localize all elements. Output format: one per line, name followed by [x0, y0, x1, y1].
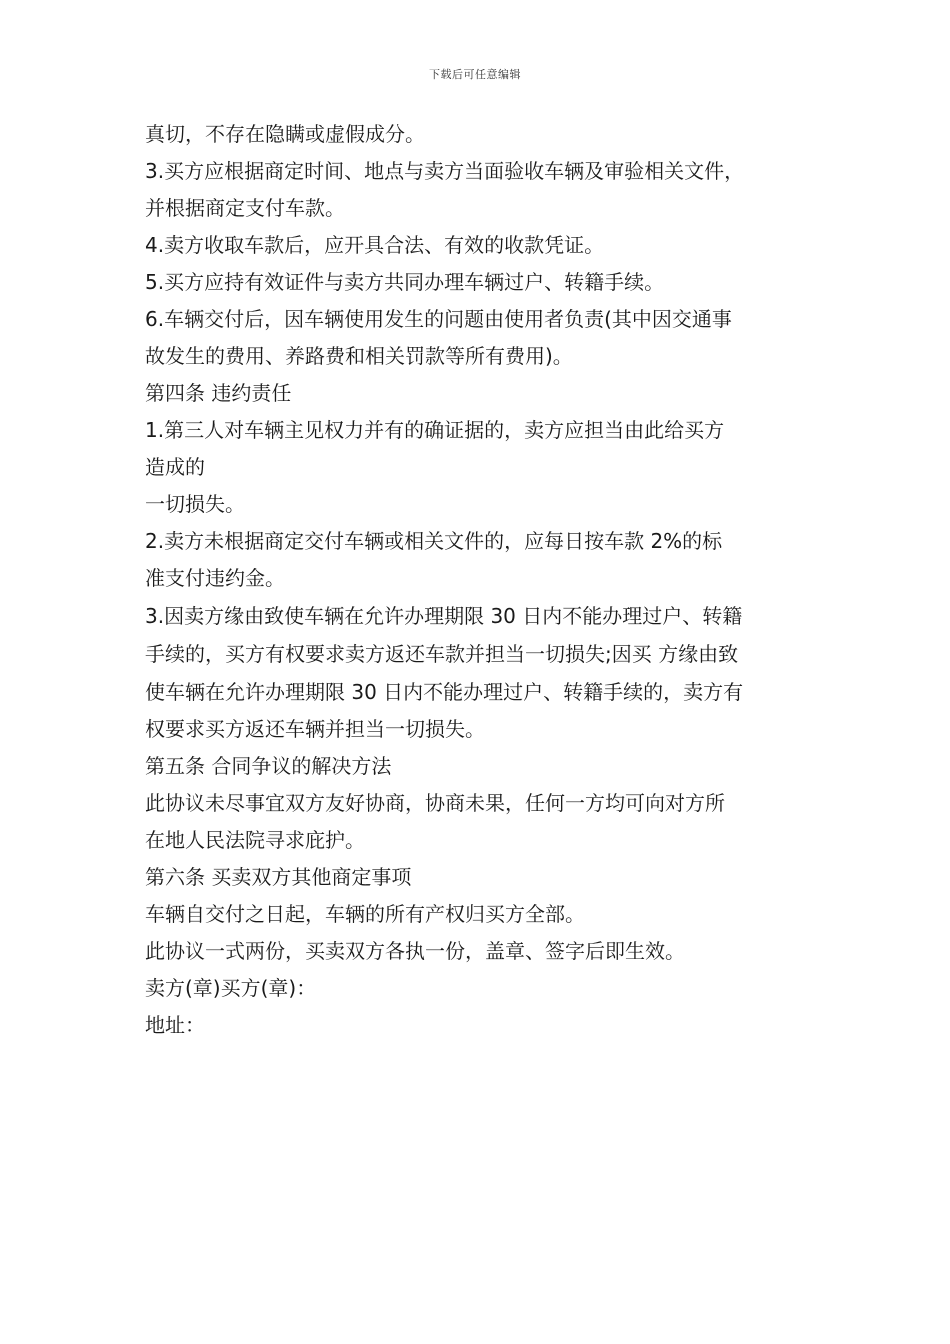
paragraph-line: 1.第三人对车辆主见权力并有的确证据的，卖方应担当由此给买方	[145, 418, 725, 442]
section-heading: 第六条 买卖双方其他商定事项	[145, 865, 412, 889]
paragraph-line: 故发生的费用、养路费和相关罚款等所有费用)。	[145, 344, 573, 368]
paragraph-line: 5.买方应持有效证件与卖方共同办理车辆过户、转籍手续。	[145, 270, 665, 294]
signature-line: 卖方(章)买方(章)：	[145, 976, 317, 1000]
paragraph-line: 在地人民法院寻求庇护。	[145, 828, 365, 852]
paragraph-line: 6.车辆交付后，因车辆使用发生的问题由使用者负责(其中因交通事	[145, 307, 732, 331]
paragraph-line: 车辆自交付之日起，车辆的所有产权归买方全部。	[145, 902, 585, 926]
section-heading: 第五条 合同争议的解决方法	[145, 754, 392, 778]
paragraph-line: 3.买方应根据商定时间、地点与卖方当面验收车辆及审验相关文件，	[145, 159, 745, 183]
paragraph-line: 此协议一式两份，买卖双方各执一份，盖章、签字后即生效。	[145, 939, 685, 963]
paragraph-line: 3.因卖方缘由致使车辆在允许办理期限 30 日内不能办理过户、转籍	[145, 604, 743, 628]
paragraph-line: 一切损失。	[145, 492, 245, 516]
paragraph-line: 4.卖方收取车款后，应开具合法、有效的收款凭证。	[145, 233, 605, 257]
address-line: 地址：	[145, 1013, 205, 1037]
paragraph-line: 权要求买方返还车辆并担当一切损失。	[145, 717, 485, 741]
paragraph-line: 造成的	[145, 455, 205, 479]
document-body	[145, 116, 825, 1044]
paragraph-line: 手续的，买方有权要求卖方返还车款并担当一切损失;因买 方缘由致	[145, 642, 739, 666]
paragraph-line: 真切，不存在隐瞒或虚假成分。	[145, 122, 425, 146]
paragraph-line: 准支付违约金。	[145, 566, 285, 590]
page-header: 下载后可任意编辑	[429, 68, 521, 81]
paragraph-line: 使车辆在允许办理期限 30 日内不能办理过户、转籍手续的，卖方有	[145, 680, 744, 704]
paragraph-line: 2.卖方未根据商定交付车辆或相关文件的，应每日按车款 2%的标	[145, 529, 723, 553]
paragraph-line: 并根据商定支付车款。	[145, 196, 345, 220]
section-heading: 第四条 违约责任	[145, 381, 292, 405]
paragraph-line: 此协议未尽事宜双方友好协商，协商未果，任何一方均可向对方所	[145, 791, 725, 815]
